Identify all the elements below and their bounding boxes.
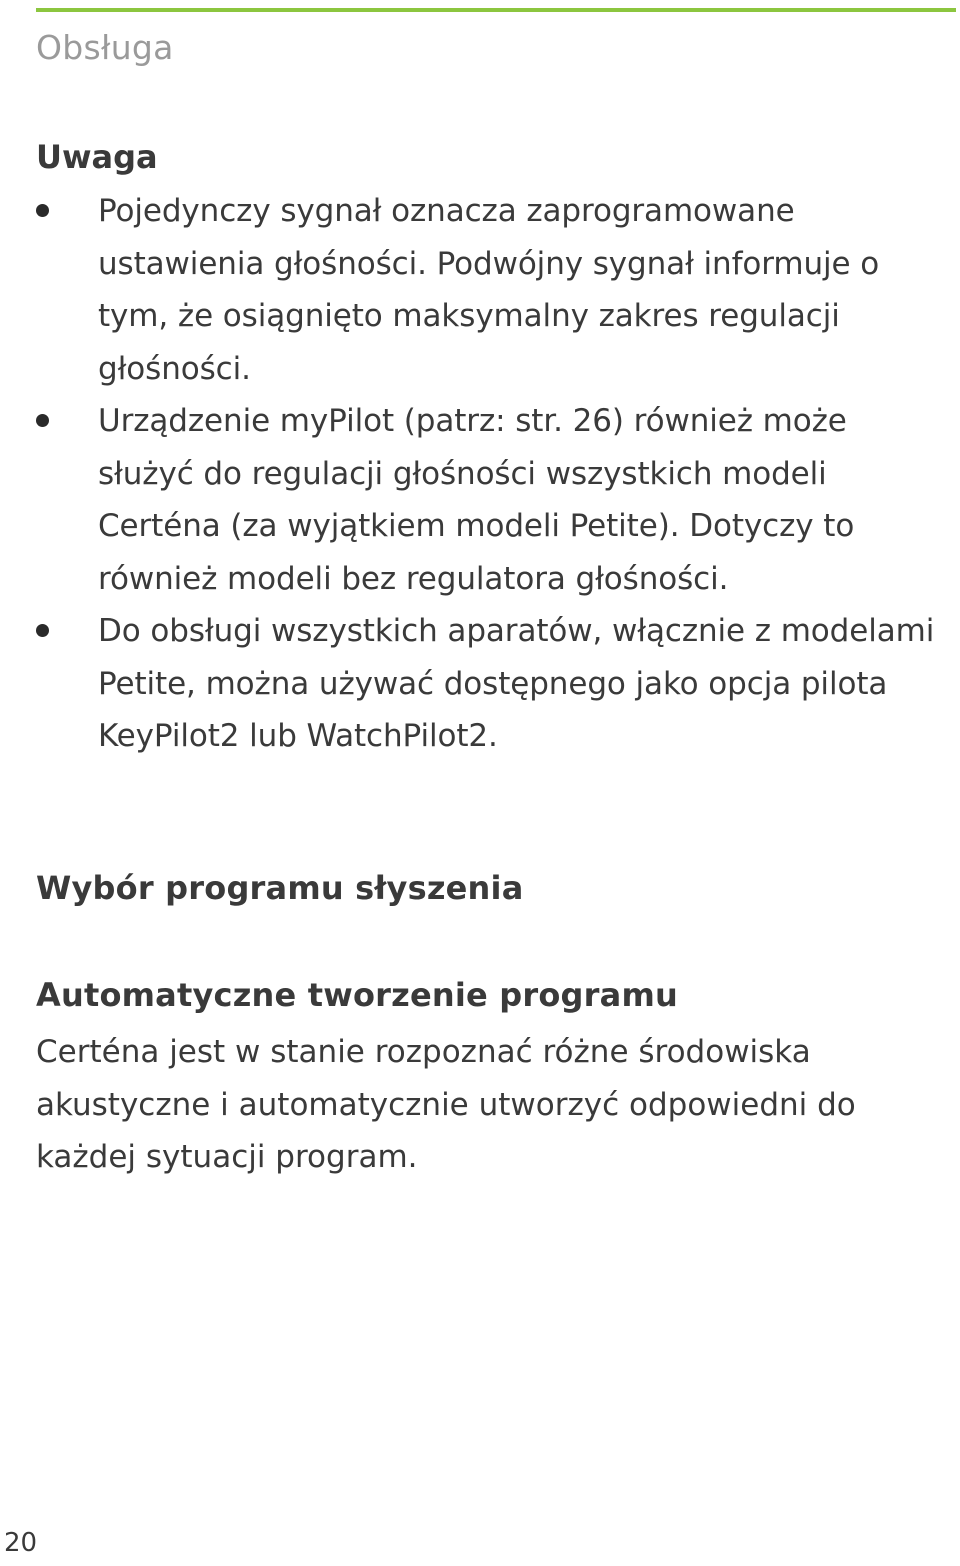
auto-program-subheading: Automatyczne tworzenie programu — [36, 976, 678, 1014]
bullet-dot-icon — [36, 204, 49, 217]
note-bullet-text: Pojedynczy sygnał oznacza zaprogramowane ustawienia głośności. Podwójny sygnał informuje o tym, że osiągnięto maksymalny zakres regulacji głośności. — [98, 193, 880, 387]
program-selection-heading: Wybór programu słyszenia — [36, 869, 524, 907]
note-bullet-item — [36, 185, 951, 395]
auto-program-paragraph: Certéna jest w stanie rozpoznać różne środowiska akustyczne i automatycznie utworzyć odpowiedni do każdej sytuacji program. — [36, 1034, 856, 1175]
note-bullet-text: Urządzenie myPilot (patrz: str. 26) również może służyć do regulacji głośności wszystkich modeli Certéna (za wyjątkiem modeli Petite). Dotyczy to również modeli bez regulatora głośności. — [98, 403, 855, 597]
bullet-dot-icon — [36, 414, 49, 427]
note-bullet-text: Do obsługi wszystkich aparatów, włącznie z modelami Petite, można używać dostępnego jako opcja pilota KeyPilot2 lub WatchPilot2. — [98, 613, 935, 754]
note-bullet-list — [36, 185, 951, 763]
note-heading: Uwaga — [36, 138, 158, 176]
note-bullet-item — [36, 605, 951, 763]
section-title: Obsługa — [36, 28, 174, 67]
note-bullet-item — [36, 395, 951, 605]
header-rule — [36, 8, 956, 12]
bullet-dot-icon — [36, 624, 49, 637]
page-number: 20 — [4, 1528, 38, 1558]
